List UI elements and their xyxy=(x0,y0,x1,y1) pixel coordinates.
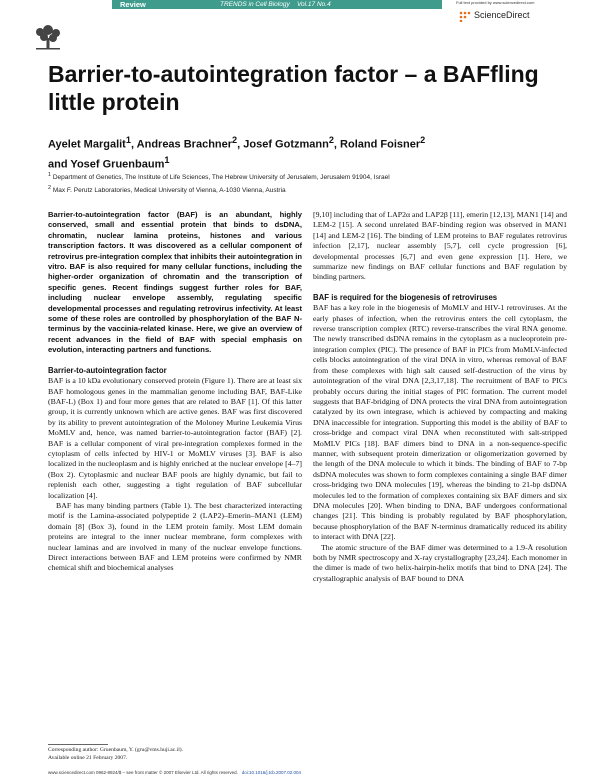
journal-name: TRENDS in Cell Biology xyxy=(220,1,290,8)
footer-copyright: www.sciencedirect.com 0962-8924/$ – see front matter © 2007 Elsevier Ltd. All rights reserved. xyxy=(48,770,238,775)
affiliation-list xyxy=(48,170,568,196)
elsevier-tree-logo xyxy=(30,24,66,52)
body-paragraph: [9,10] including that of LAP2α and LAP2β [11], emerin [12,13], MAN1 [14] and LEM-2 [15]. A second unrelated BAF-binding region was observed in MAN1 [14] and LEM-2 [16]. The binding of LEM proteins to BAF regulates retrovirus infection [2,17], nuclear assembly [5,7], cell cycle progression [6], developmental processes [6,7] and even gene expression [1]. Here, we summarize new findings on BAF cellular functions and BAF regulation by binding partners. xyxy=(313,210,567,282)
author-affiliation-mark: 2 xyxy=(420,135,426,145)
footer-doi-link[interactable]: doi:10.1016/j.tcb.2007.02.004 xyxy=(241,770,301,775)
affiliation-text: Department of Genetics, The Institute of Life Sciences, The Hebrew University of Jerusalem, Jerusalem 91904, Israel xyxy=(52,174,390,182)
section-heading: Barrier-to-autointegration factor xyxy=(48,365,167,375)
body-paragraph: BAF has a key role in the biogenesis of MoMLV and HIV-1 retroviruses. At the early phases of infection, when the retrovirus enters the cell cytoplasm, the reverse transcription complex (RTC) reverse-transcribes the viral RNA genome. The newly transcribed dsDNA remains in the cytoplasm as a nucleoprotein pre-integration complex (PIC). The presence of BAF in PICs from MoMLV-infected cells blocks autointegration of the viral DNA in vitro, whereas removal of BAF from these complexes with high salt caused self-destruction of the virus by autointegration of the viral DNA [2,3,17,18]. The recruitment of BAF to PICs probably occurs during the initial stages of PIC formation. The current model suggests that BAF-bridging of DNA protects the viral DNA from autointegration catalyzed by its own integrase, which is achieved by compacting and making DNA inaccessible for integration. Supporting this model is the ability of BAF to cross-bridge and compact viral DNA when reconstituted with salt-stripped MoMLV PICs [18]. BAF dimers bind to DNA in a non-sequence-specific manner, with subsequent protein dimerization or oligomerization governed by the length of the DNA molecule to which it binds. The binding of BAF to 7-bp dsDNA molecules was shown to form complexes containing a single BAF dimer cross-bridging two DNA molecules [19], whereas the binding to 21-bp dsDNA molecules led to the formation of complexes containing six BAF dimers and six DNA molecules [20]. When binding to DNA, BAF undergoes conformational changes [21]. This binding is probably regulated by BAF phosphorylation, because phosphorylation of the BAF N-terminus dramatically reduced its ability to interact with DNA [22]. xyxy=(313,303,567,542)
section-label: Review xyxy=(120,0,146,9)
available-online-note: Available online 21 February 2007. xyxy=(48,755,128,761)
body-paragraph: BAF has many binding partners (Table 1). The best characterized interacting motif is the Lamina-associated polypeptide 2 (LAP2)–Emerin–MAN1 (LEM) domain [8] (Box 3), found in the LEM protein family. Most LEM domain proteins are integral to the inner nuclear membrane, form complexes with nuclear laminas and are involved in many of the nuclear envelope functions. Direct interactions between BAF and LEM proteins were confirmed by NMR chemical shift and biochemical analyses xyxy=(48,500,302,573)
footnote xyxy=(48,746,302,762)
page-footer xyxy=(48,770,568,776)
author-affiliation-mark: 2 xyxy=(232,135,238,145)
affiliation-item xyxy=(48,183,568,196)
sciencedirect-branding xyxy=(456,0,576,24)
sciencedirect-dots-icon xyxy=(458,10,472,22)
section-heading: BAF is required for the biogenesis of retroviruses xyxy=(313,292,498,302)
footnote-divider xyxy=(48,744,108,745)
author-affiliation-mark: 1 xyxy=(125,135,131,145)
author-affiliation-mark: 1 xyxy=(164,154,170,165)
right-column xyxy=(313,210,567,584)
corresponding-author-note: Corresponding author: Gruenbaum, Y. (gru@vms.huji.ac.il). xyxy=(48,747,184,753)
body-paragraph: BAF is a 10 kDa evolutionary conserved protein (Figure 1). There are at least six BAF homologous genes in the mammalian genome including BAF, BAF-Like (BAF-L) (Box 1) and four more genes that are related to BAF [1]. Of this latter group, it is currently unknown which are active genes. BAF was first discovered by its ability to prevent autointegration of the Moloney Murine Leukemia Virus MoMLV and, hence, was named barrier-to-autointegration factor (BAF) [2]. BAF is a cellular component of viral pre-integration complexes formed in the cytoplasm of cells infected by HIV-1 or MoMLV viruses [3]. BAF is also localized in the nucleoplasm and is highly enriched at the nuclear envelope [4–7] (Box 2). Cytoplasmic and nuclear BAF pools are highly dynamic, but fail to replenish each other, suggesting a tight regulation of BAF subcellular localization [4]. xyxy=(48,376,302,500)
author-name: Roland Foisner xyxy=(340,138,421,151)
author-affiliation-mark: 2 xyxy=(328,135,334,145)
author-name: Andreas Brachner xyxy=(136,138,233,151)
affiliation-number: 2 xyxy=(48,185,52,192)
author-name: Josef Gotzmann xyxy=(243,138,329,151)
sciencedirect-name: ScienceDirect xyxy=(474,10,530,20)
body-paragraph: The atomic structure of the BAF dimer was determined to a 1.9-Å resolution both by NMR spectroscopy and X-ray crystallography [23,24]. Each monomer in the dimer is made of two helix-hairpin-helix motifs that bind to DNA [24]. The crystallographic analysis of BAF bound to DNA xyxy=(313,542,567,583)
author-list: Ayelet Margalit$^1$, Andreas Brachner$^2$, Josef Gotzmann$^2$, Roland Foisner$^2$ and Yosef Gruenbaum$^1$ xyxy=(48,135,426,171)
abstract: Barrier-to-autointegration factor (BAF) is an abundant, highly conserved, small and essential protein that binds to dsDNA, chromatin, nuclear lamina proteins, histones and various transcription factors. It was discovered as a cellular component of retrovirus pre-integration complex that inhibits their autointegration in vitro. BAF is also required for many cellular functions, including the higher-order organization of chromatin and the transcription of specific genes. Recent findings suggest further roles for BAF, including nuclear envelope assembly, regulating specific developmental processes and regulating retrovirus infectivity. At least some of these roles are controlled by phosphorylation of the BAF N-terminus by the vaccinia-related kinase. Here, we give an overview of recent advances in the field of BAF with special emphasis on evolution, interacting partners and functions. xyxy=(48,210,302,355)
journal-volume: Vol.17 No.4 xyxy=(296,1,331,8)
affiliation-item xyxy=(48,170,568,183)
affiliation-number: 1 xyxy=(48,172,52,178)
journal-citation xyxy=(220,0,331,9)
author-name: Yosef Gruenbaum xyxy=(70,158,165,171)
article-title: Barrier-to-autointegration factor – a BAFfling little protein xyxy=(48,61,539,115)
fulltext-note: Full text provided by www.sciencedirect.com xyxy=(456,0,535,5)
author-name: Ayelet Margalit xyxy=(48,138,126,151)
left-column xyxy=(48,210,302,574)
affiliation-text: Max F. Perutz Laboratories, Medical University of Vienna, A-1030 Vienna, Austria xyxy=(52,187,286,195)
